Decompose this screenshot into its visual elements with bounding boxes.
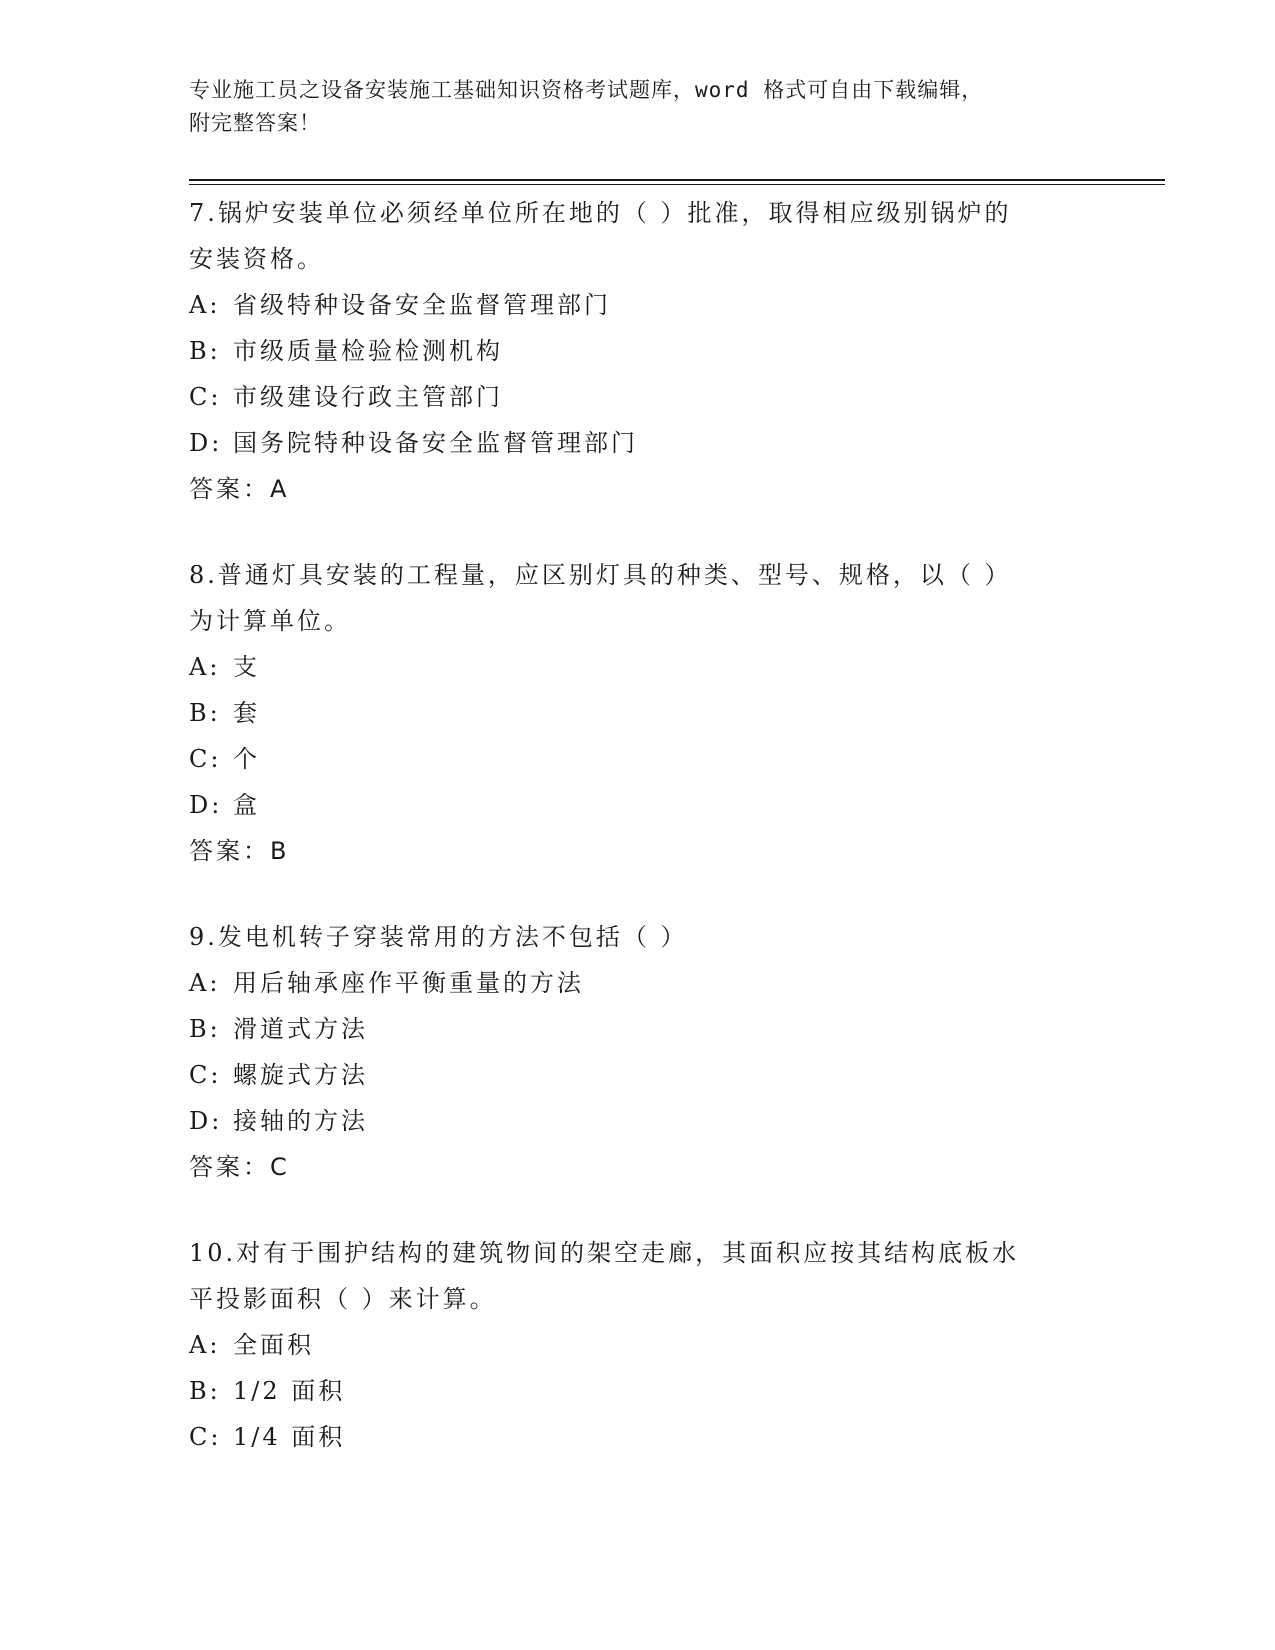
question-stem-line: 平投影面积（ ）来计算。 <box>189 1285 497 1313</box>
option-key: C: <box>189 745 222 773</box>
header-divider-thin <box>189 184 1165 185</box>
option-text: 全面积 <box>233 1331 314 1359</box>
option-c <box>189 1052 1089 1098</box>
question-10 <box>189 1230 1089 1460</box>
answer-line: 答案：C <box>189 1153 290 1181</box>
question-9 <box>189 914 1089 1190</box>
option-key: D: <box>189 791 223 819</box>
question-stem <box>189 190 1089 282</box>
option-text: 用后轴承座作平衡重量的方法 <box>233 969 584 997</box>
option-text: 滑道式方法 <box>233 1015 368 1043</box>
option-key: C: <box>189 383 222 411</box>
question-stem-line: 为计算单位。 <box>189 607 351 635</box>
option-key: A: <box>189 653 221 681</box>
option-text: 螺旋式方法 <box>233 1061 368 1089</box>
option-text: 盒 <box>233 791 260 819</box>
option-d <box>189 782 1089 828</box>
option-key: D: <box>189 1107 223 1135</box>
option-d <box>189 420 1089 466</box>
option-a <box>189 960 1089 1006</box>
option-b <box>189 1368 1089 1414</box>
header-line-1: 专业施工员之设备安装施工基础知识资格考试题库，word 格式可自由下载编辑， <box>189 78 984 102</box>
option-key: C: <box>189 1061 222 1089</box>
option-c <box>189 374 1089 420</box>
option-text: 支 <box>233 653 260 681</box>
option-a <box>189 644 1089 690</box>
option-b <box>189 1006 1089 1052</box>
option-key: C: <box>189 1423 222 1451</box>
option-text: 个 <box>233 745 260 773</box>
option-text: 国务院特种设备安全监督管理部门 <box>233 429 638 457</box>
question-stem-line: 安装资格。 <box>189 245 324 273</box>
option-key: B: <box>189 1015 221 1043</box>
option-key: A: <box>189 291 221 319</box>
question-stem <box>189 914 1089 960</box>
option-key: D: <box>189 429 223 457</box>
option-a <box>189 282 1089 328</box>
option-b <box>189 328 1089 374</box>
option-key: B: <box>189 1377 221 1405</box>
question-stem <box>189 1230 1089 1322</box>
question-stem-line: 7.锅炉安装单位必须经单位所在地的（ ）批准，取得相应级别锅炉的 <box>189 199 1012 227</box>
option-c <box>189 736 1089 782</box>
answer-line: 答案：B <box>189 837 290 865</box>
question-stem <box>189 552 1089 644</box>
option-key: A: <box>189 969 221 997</box>
option-d <box>189 1098 1089 1144</box>
option-a <box>189 1322 1089 1368</box>
question-stem-line: 9.发电机转子穿装常用的方法不包括（ ） <box>189 923 688 951</box>
question-list <box>189 190 1089 1500</box>
option-b <box>189 690 1089 736</box>
question-stem-line: 8.普通灯具安装的工程量，应区别灯具的种类、型号、规格，以（ ） <box>189 561 1012 589</box>
option-text: 套 <box>233 699 260 727</box>
document-header <box>189 74 1089 140</box>
answer-line: 答案：A <box>189 475 290 503</box>
option-key: B: <box>189 337 221 365</box>
option-text: 1/4 面积 <box>233 1423 346 1451</box>
option-text: 省级特种设备安全监督管理部门 <box>233 291 611 319</box>
question-stem-line: 10.对有于围护结构的建筑物间的架空走廊，其面积应按其结构底板水 <box>189 1239 1020 1267</box>
question-7 <box>189 190 1089 512</box>
option-text: 市级质量检验检测机构 <box>233 337 503 365</box>
question-8 <box>189 552 1089 874</box>
option-key: A: <box>189 1331 221 1359</box>
option-key: B: <box>189 699 221 727</box>
option-c <box>189 1414 1089 1460</box>
option-text: 1/2 面积 <box>233 1377 346 1405</box>
option-text: 接轴的方法 <box>233 1107 368 1135</box>
option-text: 市级建设行政主管部门 <box>233 383 503 411</box>
header-divider-thick <box>189 179 1165 181</box>
header-line-2: 附完整答案！ <box>189 111 321 135</box>
